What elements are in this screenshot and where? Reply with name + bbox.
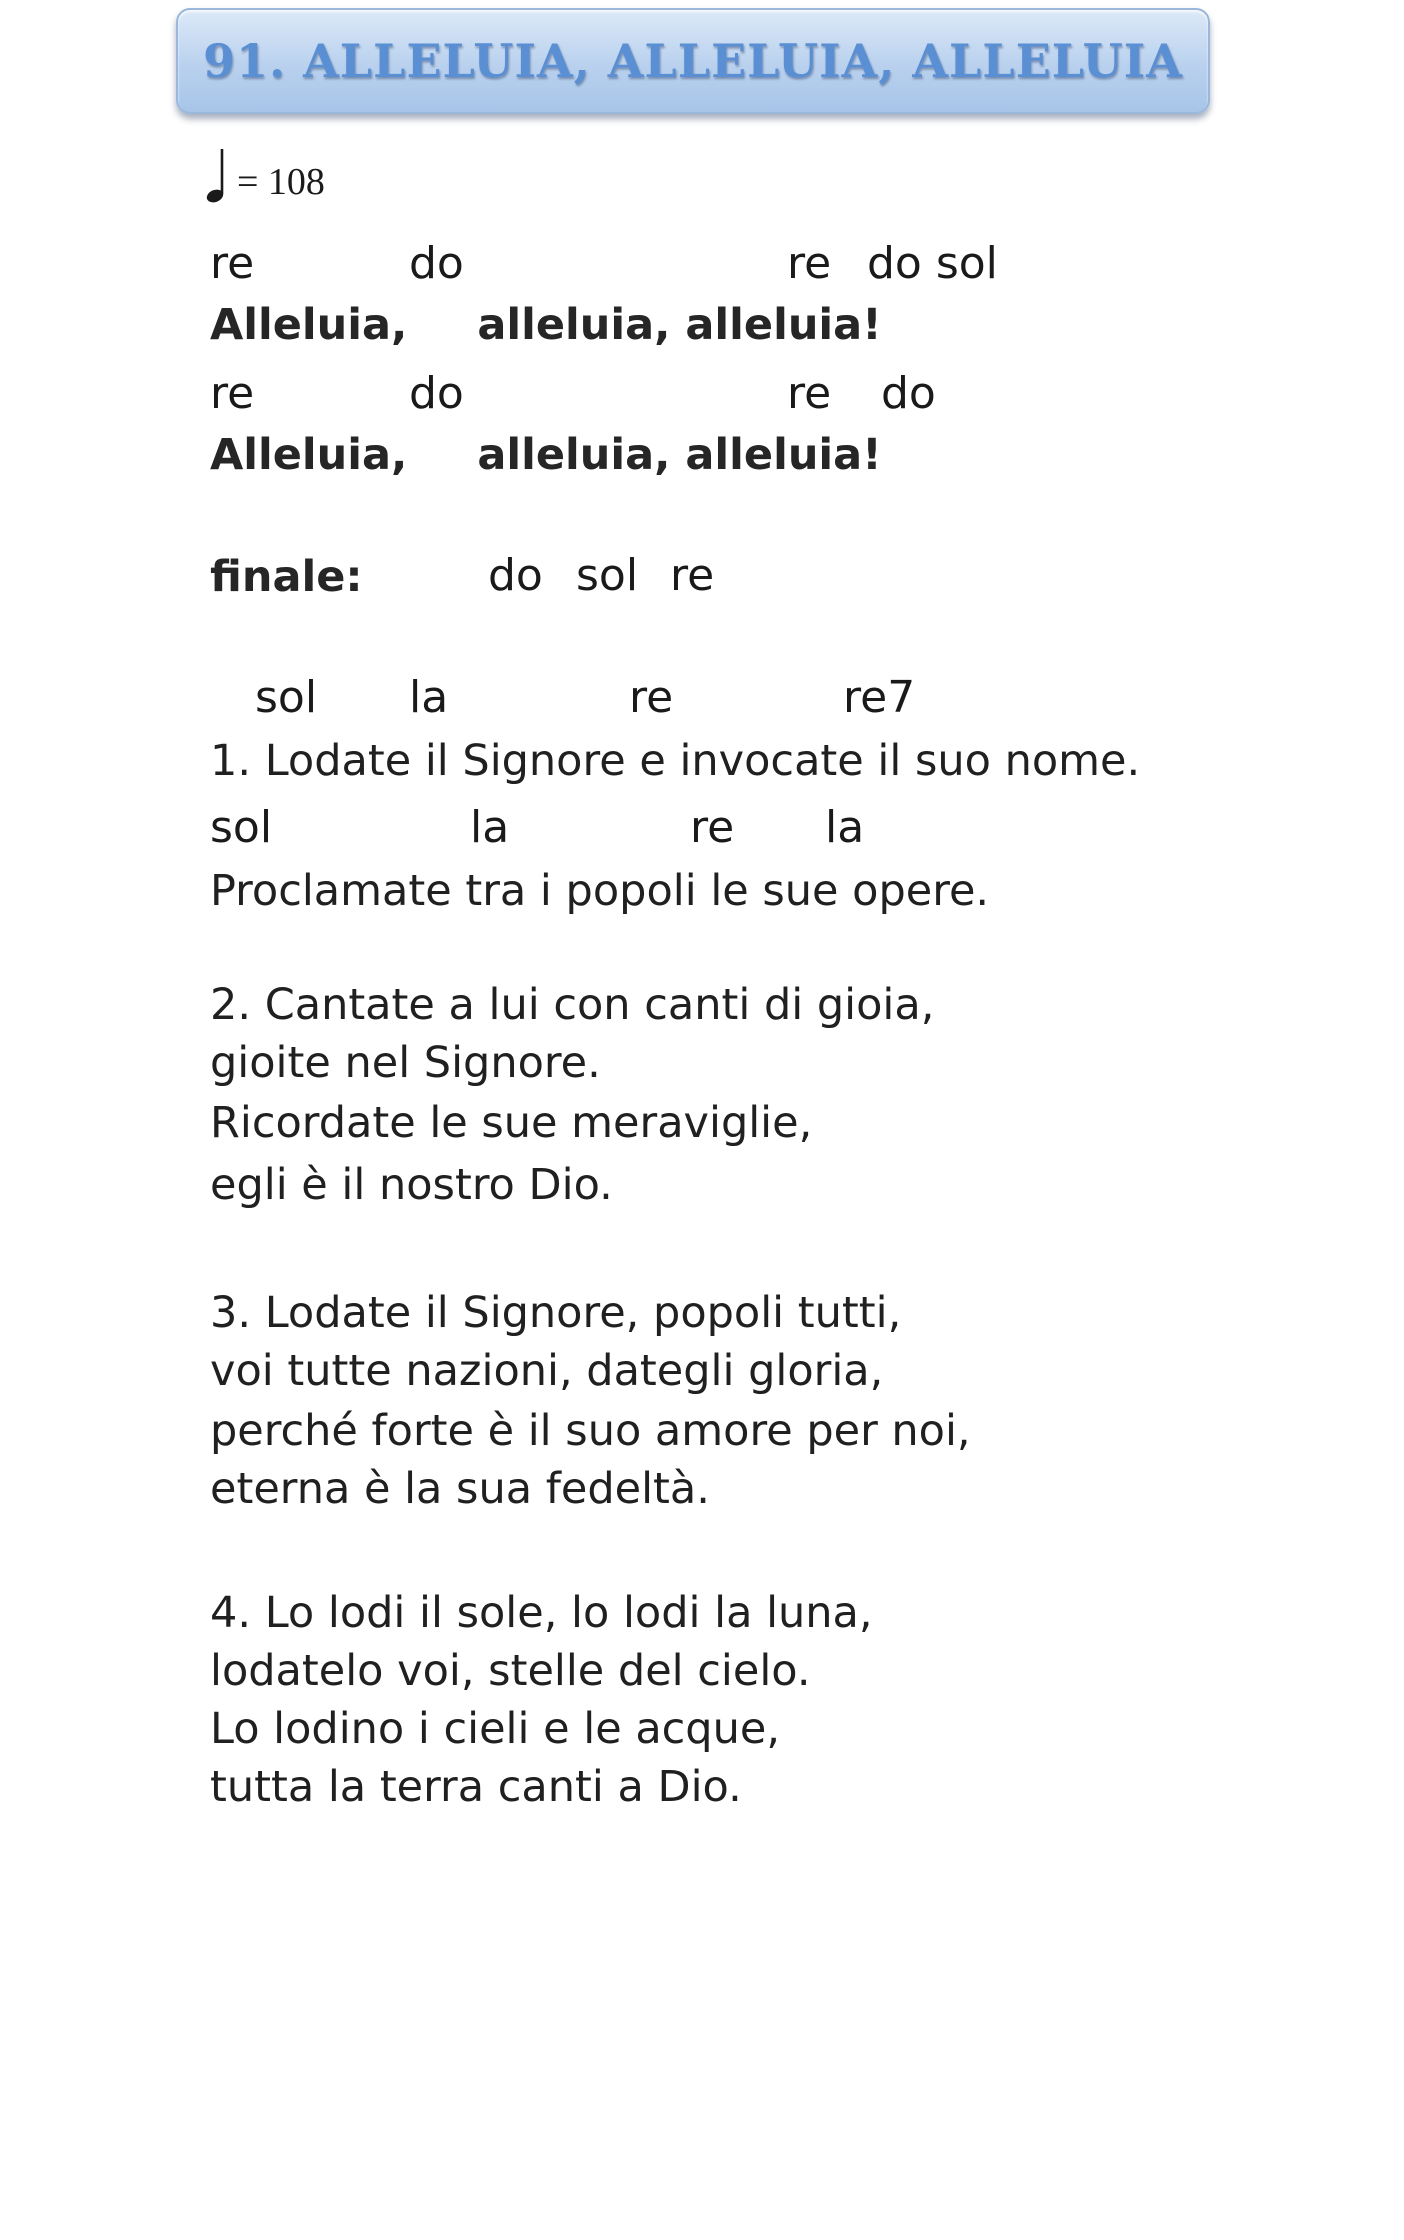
chord: re <box>690 802 735 853</box>
chord: do <box>881 368 936 419</box>
tempo-marking <box>205 145 325 205</box>
chord: re <box>787 368 832 419</box>
verse1-line-1: 1. Lodate il Signore e invocate il suo nome. <box>210 736 1141 786</box>
chord: la <box>409 672 449 723</box>
refrain-lyric-1 <box>210 300 882 350</box>
chord: sol <box>255 672 318 723</box>
chord: do <box>488 550 543 601</box>
chord: re <box>210 368 255 419</box>
chord: la <box>825 802 865 853</box>
finale-chords <box>488 550 888 604</box>
verse2-line-4: egli è il nostro Dio. <box>210 1160 613 1210</box>
verse3-line-4: eterna è la sua fedeltà. <box>210 1464 710 1514</box>
chord: re <box>670 550 715 601</box>
lyric-segment: Alleluia, <box>210 430 408 480</box>
verse1-line-2: Proclamate tra i popoli le sue opere. <box>210 866 990 916</box>
chord: re7 <box>843 672 916 723</box>
refrain-lyric-2 <box>210 430 882 480</box>
verse3-line-2: voi tutte nazioni, dategli gloria, <box>210 1346 884 1396</box>
verse2-line-3: Ricordate le sue meraviglie, <box>210 1098 813 1148</box>
chord: do <box>409 238 464 289</box>
lyric-segment: alleluia, alleluia! <box>477 300 882 350</box>
chord: la <box>470 802 510 853</box>
chord: re <box>629 672 674 723</box>
chord: sol <box>210 802 273 853</box>
finale-label: finale: <box>210 552 363 602</box>
refrain-chords-2 <box>210 368 1110 422</box>
quarter-note-icon <box>205 147 227 205</box>
verse3-line-1: 3. Lodate il Signore, popoli tutti, <box>210 1288 902 1338</box>
lyric-segment: Alleluia, <box>210 300 408 350</box>
verse1-chords-1 <box>255 672 1055 726</box>
chord: sol <box>576 550 639 601</box>
verse2-line-2: gioite nel Signore. <box>210 1038 601 1088</box>
tempo-value: = 108 <box>237 161 325 203</box>
page-title: 91. ALLELUIA, ALLELUIA, ALLELUIA <box>203 34 1183 88</box>
verse4-line-2: lodatelo voi, stelle del cielo. <box>210 1646 811 1696</box>
chord: re <box>210 238 255 289</box>
chord: do sol <box>867 238 998 289</box>
lyric-segment: alleluia, alleluia! <box>477 430 882 480</box>
verse4-line-3: Lo lodino i cieli e le acque, <box>210 1704 780 1754</box>
refrain-chords-1 <box>210 238 1110 292</box>
verse3-line-3: perché forte è il suo amore per noi, <box>210 1406 971 1456</box>
verse1-chords-2 <box>210 802 1010 856</box>
chord: do <box>409 368 464 419</box>
verse2-line-1: 2. Cantate a lui con canti di gioia, <box>210 980 935 1030</box>
title-banner <box>176 8 1210 114</box>
verse4-line-4: tutta la terra canti a Dio. <box>210 1762 742 1812</box>
chord: re <box>787 238 832 289</box>
verse4-line-1: 4. Lo lodi il sole, lo lodi la luna, <box>210 1588 873 1638</box>
